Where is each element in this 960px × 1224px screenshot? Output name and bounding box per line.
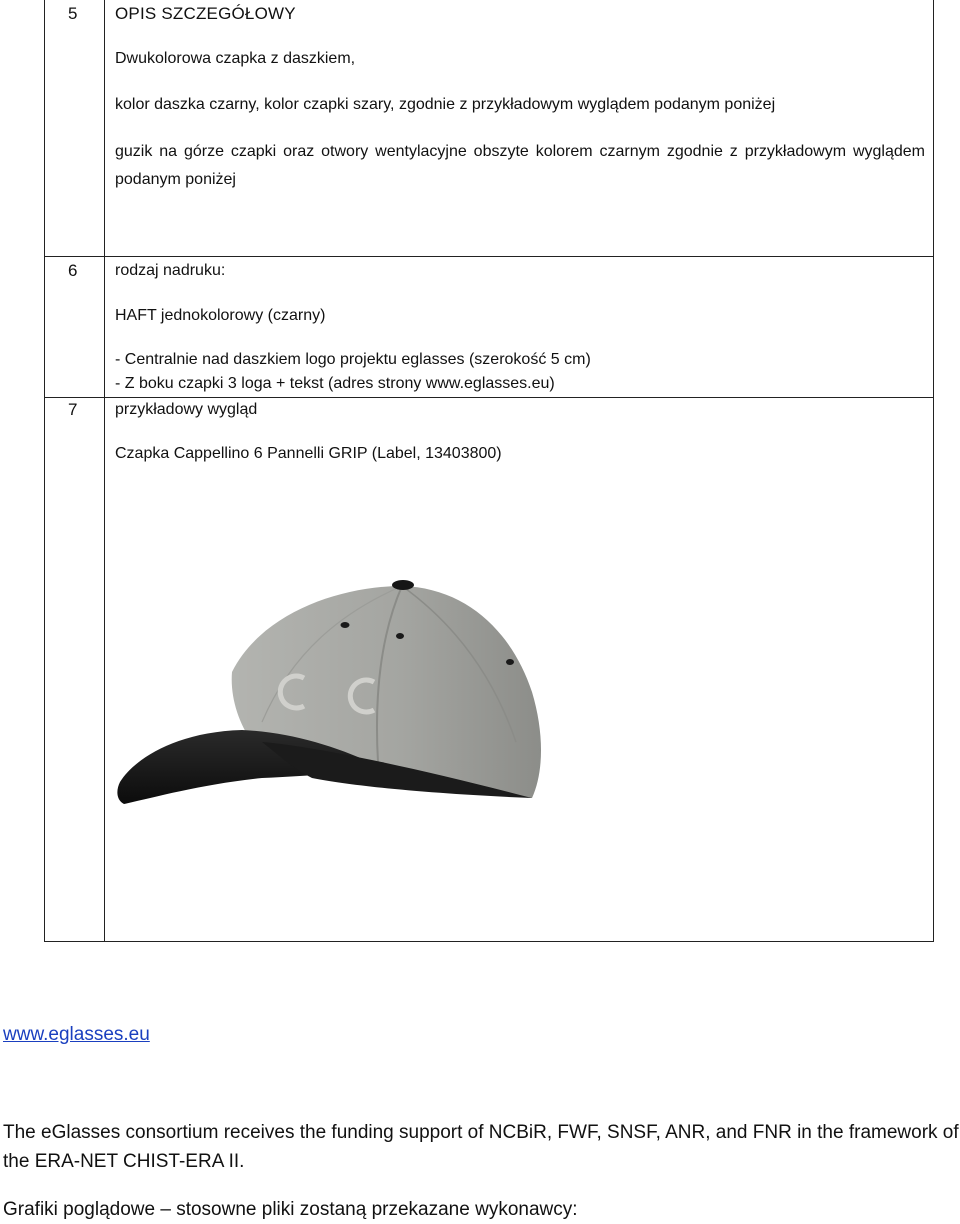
column-divider bbox=[104, 0, 105, 942]
website-link[interactable]: www.eglasses.eu bbox=[3, 1024, 150, 1045]
row-number: 6 bbox=[68, 261, 78, 280]
section-heading: rodzaj nadruku: bbox=[115, 262, 226, 279]
cap-top-button bbox=[392, 580, 414, 590]
section-heading: przykładowy wygląd bbox=[115, 401, 258, 418]
table-border-right bbox=[933, 0, 934, 942]
row-divider-6-7 bbox=[44, 397, 934, 398]
table-border-left bbox=[44, 0, 45, 942]
spec-line: Dwukolorowa czapka z daszkiem, bbox=[115, 50, 356, 67]
spec-line: Czapka Cappellino 6 Pannelli GRIP (Label, 13403800) bbox=[115, 445, 502, 462]
cap-eyelet bbox=[396, 633, 404, 639]
cap-eyelet bbox=[506, 659, 514, 665]
spec-line: guzik na górze czapki oraz otwory wentylacyjne obszyte kolorem czarnym zgodnie z przykładowym wyglądem podanym poniżej bbox=[115, 143, 925, 188]
cap-image bbox=[112, 572, 552, 804]
cap-eyelet bbox=[341, 622, 350, 628]
bullet-item: - Z boku czapki 3 loga + tekst (adres strony www.eglasses.eu) bbox=[115, 375, 555, 392]
row-divider-5-6 bbox=[44, 256, 934, 257]
row-number: 7 bbox=[68, 400, 78, 419]
table-border-bottom bbox=[44, 941, 934, 942]
section-heading: OPIS SZCZEGÓŁOWY bbox=[115, 4, 296, 23]
funding-statement: The eGlasses consortium receives the funding support of NCBiR, FWF, SNSF, ANR, and FNR in the framework of the ERA-NET CHIST-ERA II. bbox=[3, 1122, 959, 1172]
spec-line: kolor daszka czarny, kolor czapki szary, zgodnie z przykładowym wyglądem podanym poniżej bbox=[115, 96, 776, 113]
bullet-item: - Centralnie nad daszkiem logo projektu eglasses (szerokość 5 cm) bbox=[115, 351, 591, 368]
row-number: 5 bbox=[68, 4, 78, 23]
graphics-note: Grafiki poglądowe – stosowne pliki zostaną przekazane wykonawcy: bbox=[3, 1199, 578, 1220]
spec-line: HAFT jednokolorowy (czarny) bbox=[115, 307, 326, 324]
